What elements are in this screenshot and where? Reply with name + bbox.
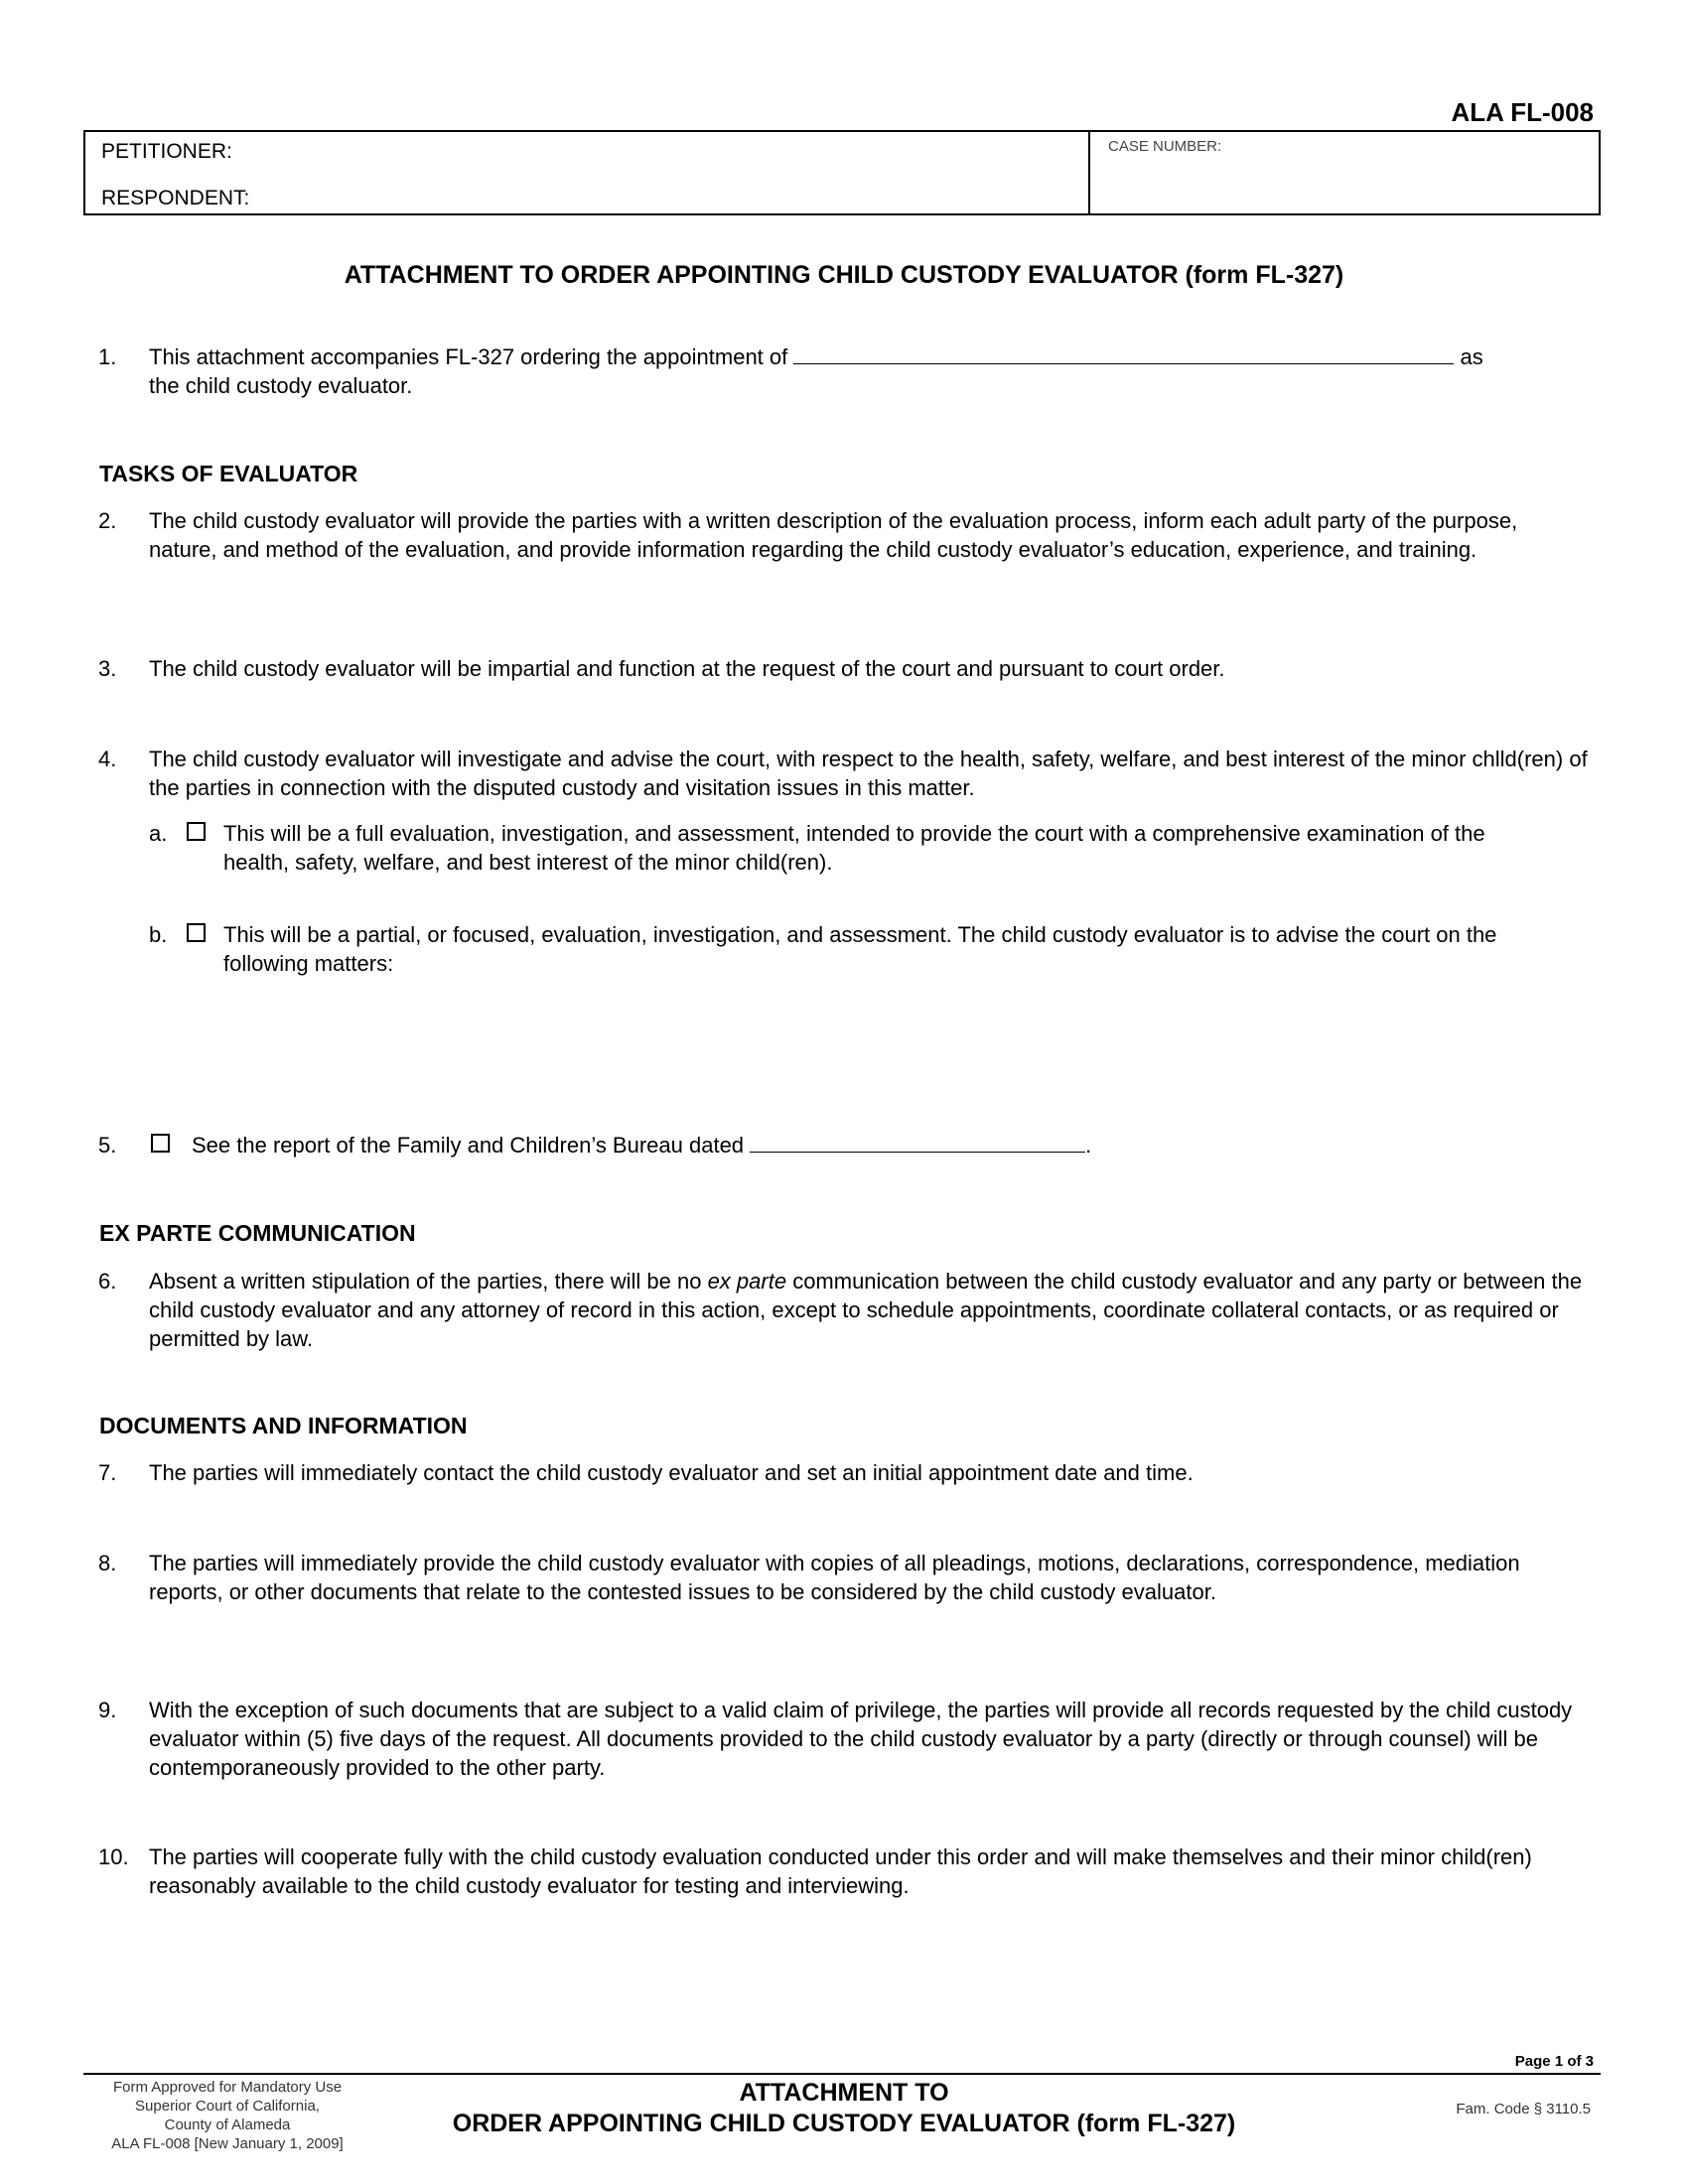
item-4-number: 4. <box>98 747 117 771</box>
footer-title <box>377 2078 1311 2139</box>
item-7-number: 7. <box>98 1460 117 1485</box>
footer-rule <box>83 2073 1601 2075</box>
evaluator-name-blank[interactable] <box>793 343 1454 364</box>
item-5-period: . <box>1085 1133 1092 1158</box>
form-id: ALA FL-008 <box>1451 97 1594 127</box>
item-5-text: See the report of the Family and Children’s Bureau dated <box>192 1133 745 1158</box>
item-1 <box>149 342 1589 400</box>
item-6-text-before: Absent a written stipulation of the parties, there will be no <box>149 1269 702 1294</box>
item-5 <box>192 1131 1091 1160</box>
approval-line-4: ALA FL-008 [New January 1, 2009] <box>111 2135 344 2152</box>
item-4b-checkbox[interactable] <box>187 923 206 942</box>
ex-parte-heading: EX PARTE COMMUNICATION <box>99 1220 416 1246</box>
tasks-heading: TASKS OF EVALUATOR <box>99 461 358 486</box>
item-9-text: With the exception of such documents that are subject to a valid claim of privilege, the parties will provide all records requested by the child custody evaluator within (5) five days of the request. All documents provided to the child custody evaluator by a party (directly or through counsel) will be contemporaneously provided to the other party. <box>149 1698 1573 1780</box>
petitioner-label: PETITIONER: <box>101 140 232 163</box>
item-8-text: The parties will immediately provide the child custody evaluator with copies of all pleadings, motions, declarations, correspondence, mediation reports, or other documents that relate to the contested issues to be considered by the child custody evaluator. <box>149 1551 1520 1604</box>
item-2-number: 2. <box>98 508 117 533</box>
approval-line-3: County of Alameda <box>164 2116 291 2133</box>
item-7-text: The parties will immediately contact the child custody evaluator and set an initial appointment date and time. <box>149 1460 1194 1485</box>
documents-heading: DOCUMENTS AND INFORMATION <box>99 1413 468 1438</box>
item-6-number: 6. <box>98 1269 117 1294</box>
item-10-text: The parties will cooperate fully with the child custody evaluation conducted under this order and will make themselves and their minor child(ren) reasonably available to the child custody evaluator for testing and interviewing. <box>149 1844 1532 1898</box>
item-6-text-after: communication between the child custody evaluator and any party or between the child custody evaluator and any attorney of record in this action, except to schedule appointments, coordinate collateral contacts, or as required or permitted by law. <box>149 1269 1583 1351</box>
item-4a-label: a. <box>149 821 168 846</box>
item-1-line2: the child custody evaluator. <box>149 373 413 398</box>
page-number: Page 1 of 3 <box>1514 2053 1594 2070</box>
item-4a-text: This will be a full evaluation, investigation, and assessment, intended to provide the court with a comprehensive examination of the health, safety, welfare, and best interest of the minor child(ren). <box>223 821 1485 875</box>
item-5-number: 5. <box>98 1133 117 1158</box>
item-1-number: 1. <box>98 344 117 369</box>
form-title: ATTACHMENT TO ORDER APPOINTING CHILD CUSTODY EVALUATOR (form FL-327) <box>344 261 1344 289</box>
report-date-blank[interactable] <box>750 1132 1085 1153</box>
item-3-number: 3. <box>98 656 117 681</box>
item-4b-label: b. <box>149 922 168 947</box>
footer-title-line-1: ATTACHMENT TO <box>739 2079 949 2107</box>
caption-box <box>83 130 1601 215</box>
item-2-text: The child custody evaluator will provide the parties with a written description of the evaluation process, inform each adult party of the purpose, nature, and method of the evaluation, and provide information regarding the child custody evaluator’s education, experience, and training. <box>149 508 1518 562</box>
item-6 <box>149 1267 1589 1353</box>
item-4-text: The child custody evaluator will investigate and advise the court, with respect to the health, safety, welfare, and best interest of the minor chlld(ren) of the parties in connection with the disputed custody and visitation issues in this matter. <box>149 747 1588 800</box>
item-1-as: as <box>1460 344 1483 369</box>
item-5-checkbox[interactable] <box>151 1134 170 1153</box>
fam-code: Fam. Code § 3110.5 <box>1456 2101 1591 2117</box>
item-1-text: This attachment accompanies FL-327 ordering the appointment of <box>149 344 788 369</box>
item-6-italic: ex parte <box>707 1269 787 1294</box>
item-8-number: 8. <box>98 1551 117 1575</box>
approval-line-1: Form Approved for Mandatory Use <box>112 2079 343 2096</box>
footer-title-line-2: ORDER APPOINTING CHILD CUSTODY EVALUATOR (form FL-327) <box>452 2110 1236 2137</box>
item-10-number: 10. <box>98 1844 129 1869</box>
item-4a-checkbox[interactable] <box>187 822 206 841</box>
form-approval <box>83 2078 371 2153</box>
item-4b-text: This will be a partial, or focused, evaluation, investigation, and assessment. The child custody evaluator is to advise the court on the following matters: <box>223 922 1497 976</box>
approval-line-2: Superior Court of California, <box>135 2098 320 2115</box>
item-3-text: The child custody evaluator will be impartial and function at the request of the court and pursuant to court order. <box>149 656 1225 681</box>
respondent-label: RESPONDENT: <box>101 187 250 209</box>
parties-cell <box>85 132 1090 213</box>
item-9-number: 9. <box>98 1698 117 1722</box>
case-number-label: CASE NUMBER: <box>1108 138 1222 155</box>
